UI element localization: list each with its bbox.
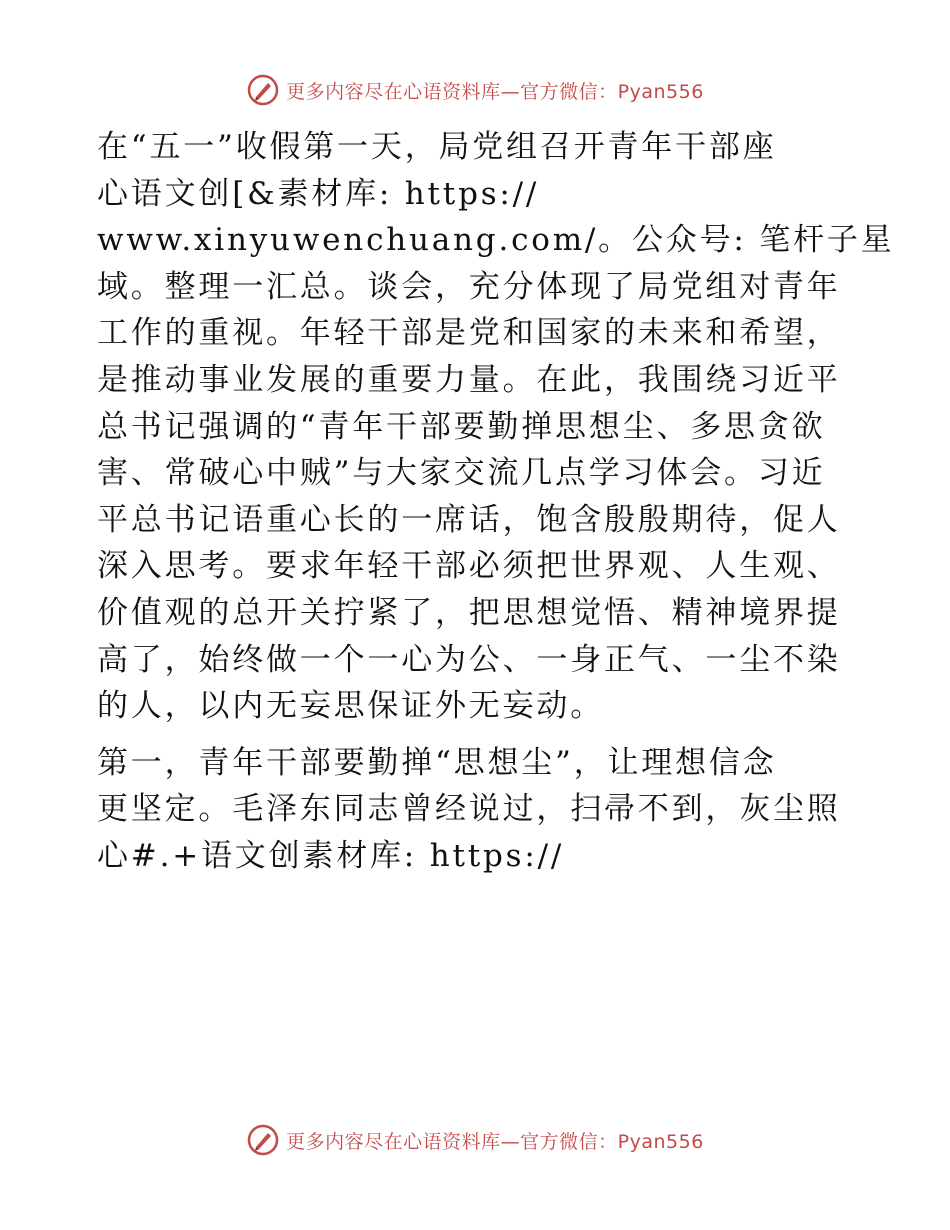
paragraph [97,124,895,730]
text-line: 高了，始终做一个一心为公、一身正气、一尘不染 [97,641,841,678]
text-line: 更坚定。毛泽东同志曾经说过，扫帚不到，灰尘照 [97,791,841,828]
quill-pen-seal-icon [246,73,280,107]
header-watermark-banner [0,70,950,110]
text-line: 害、常破心中贼”与大家交流几点学习体会。习近 [97,455,826,492]
footer-watermark-banner [0,1120,950,1160]
text-line: 平总书记语重心长的一席话，饱含殷殷期待，促人 [97,501,841,538]
text-line: 的人，以内无妄思保证外无妄动。 [97,688,604,725]
text-line: www.xinyuwenchuang.com/。公众号: 笔杆子星 [97,222,895,259]
text-line: 第一，青年干部要勤掸“思想尘”，让理想信念 [97,744,777,781]
text-line: 深入思考。要求年轻干部必须把世界观、人生观、 [97,548,841,585]
quill-pen-seal-icon [246,1123,280,1157]
banner-text: 更多内容尽在心语资料库—官方微信：Pyan556 [286,1130,704,1153]
text-line: 在“五一”收假第一天，局党组召开青年干部座 [97,129,777,165]
text-line: 是推动事业发展的重要力量。在此，我围绕习近平 [97,361,841,398]
text-line: 心语文创[&素材库: https:// [97,175,540,212]
document-body [97,124,895,890]
text-line: 总书记强调的“青年干部要勤掸思想尘、多思贪欲 [97,408,826,445]
text-line: 工作的重视。年轻干部是党和国家的未来和希望， [97,315,841,352]
paragraph [97,740,857,880]
text-line: 心#.+语文创素材库: https:// [97,837,565,874]
banner-text: 更多内容尽在心语资料库—官方微信：Pyan556 [286,80,704,103]
text-line: 域。整理一汇总。谈会，充分体现了局党组对青年 [97,268,841,305]
text-line: 价值观的总开关拧紧了，把思想觉悟、精神境界提 [97,594,841,631]
